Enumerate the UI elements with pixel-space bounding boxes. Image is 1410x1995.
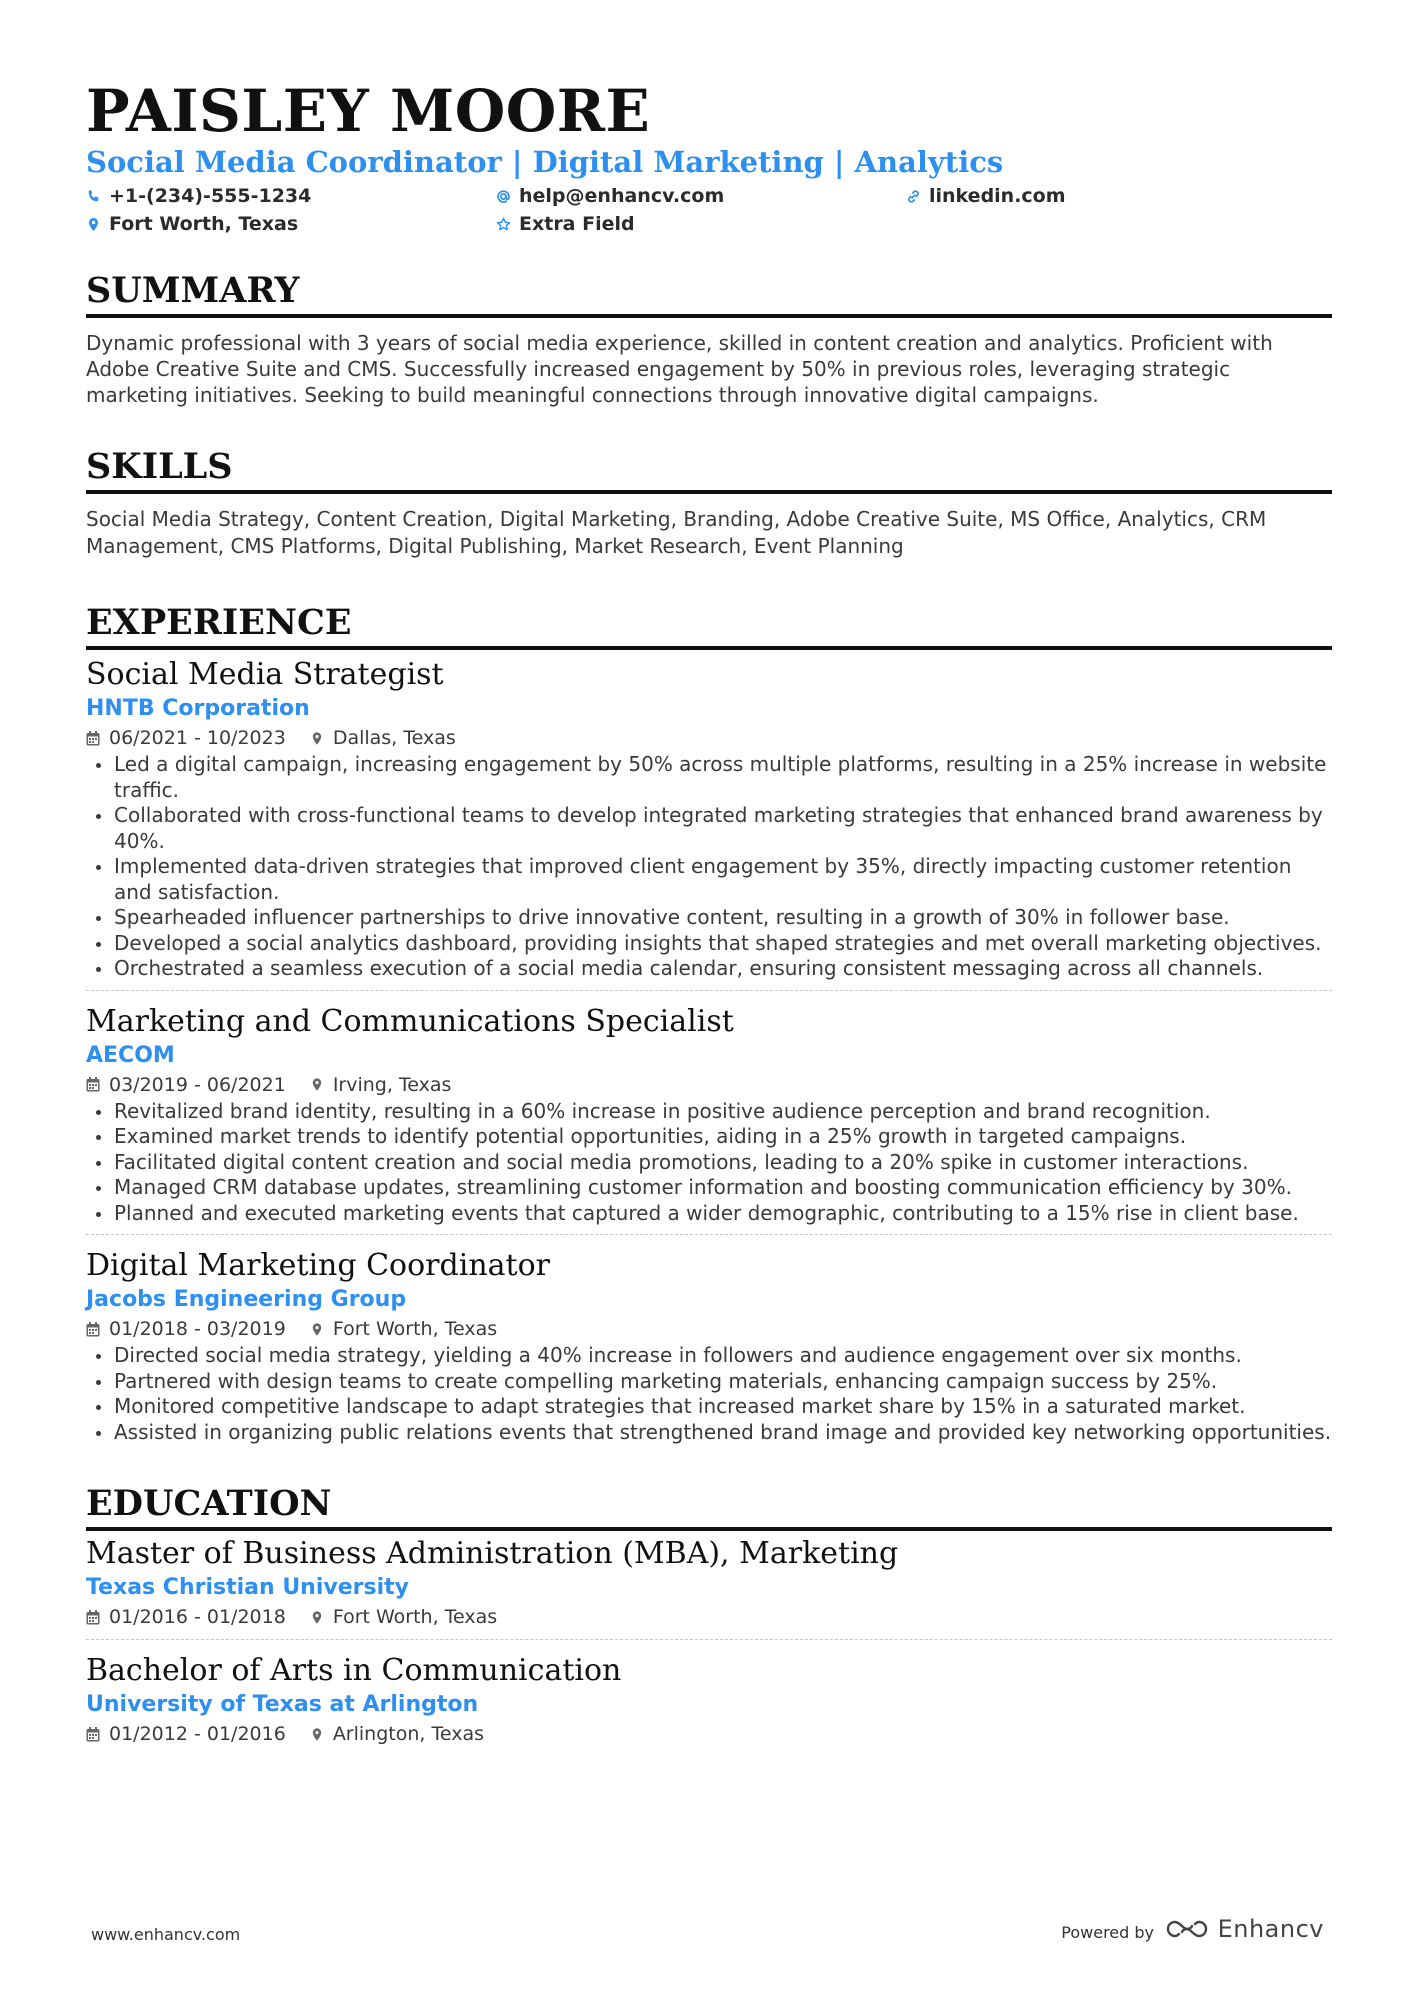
- calendar-icon: [86, 1077, 100, 1092]
- calendar-icon: [86, 731, 100, 746]
- calendar-icon: [86, 1322, 100, 1337]
- job-dates: 06/2021 - 10/2023: [109, 727, 286, 749]
- contact-info: [86, 184, 1332, 236]
- summary-section: [86, 270, 1332, 408]
- education-section: [86, 1483, 1332, 1756]
- education-entry: [86, 1639, 1332, 1756]
- education-location: [310, 1720, 484, 1748]
- contact-email[interactable]: [496, 184, 906, 208]
- map-pin-icon: [310, 1322, 324, 1337]
- map-pin-icon: [86, 217, 101, 232]
- page-footer: [91, 1915, 1324, 1955]
- footer-url[interactable]: www.enhancv.com: [91, 1925, 241, 1944]
- contact-linkedin[interactable]: [906, 184, 1316, 208]
- job-location: [310, 1071, 452, 1099]
- contact-extra: [496, 212, 906, 236]
- linkedin-text: linkedin.com: [929, 185, 1066, 207]
- job-dates: 01/2018 - 03/2019: [109, 1318, 286, 1340]
- list-item: Led a digital campaign, increasing engagement by 50% across multiple platforms, resulting in a 25% increase in website traffic.: [86, 752, 1332, 803]
- map-pin-icon: [310, 1727, 324, 1742]
- list-item: Monitored competitive landscape to adapt strategies that increased market share by 15% in a saturated market.: [86, 1394, 1332, 1420]
- list-item: Developed a social analytics dashboard, providing insights that shaped strategies and met overall marketing objectives.: [86, 931, 1332, 957]
- school-name[interactable]: Texas Christian University: [86, 1575, 409, 1600]
- list-item: Revitalized brand identity, resulting in a 60% increase in positive audience perception and brand recognition.: [86, 1099, 1332, 1125]
- powered-by-label: Powered by: [1061, 1923, 1154, 1942]
- skills-text: Social Media Strategy, Content Creation, Digital Marketing, Branding, Adobe Creative Suite, MS Office, Analytics, CRM Management, CMS Platforms, Digital Publishing, Market Research, Event Planning: [86, 507, 1267, 558]
- degree-title: Master of Business Administration (MBA), Marketing: [86, 1536, 899, 1571]
- job-location-text: Dallas, Texas: [332, 727, 456, 749]
- experience-section: [86, 602, 1332, 1453]
- list-item: Examined market trends to identify potential opportunities, aiding in a 25% growth in targeted campaigns.: [86, 1124, 1332, 1150]
- job-meta: [86, 724, 1332, 752]
- brand-logo[interactable]: [1164, 1915, 1324, 1943]
- summary-text: Dynamic professional with 3 years of social media experience, skilled in content creation and analytics. Proficient with Adobe Creative Suite and CMS. Successfully increased engagement by 50% in previous roles, leveraging strategic marketing initiatives. Seeking to build meaningful connections through innovative digital campaigns.: [86, 331, 1273, 407]
- job-title: Digital Marketing Coordinator: [86, 1248, 550, 1283]
- education-dates: 01/2016 - 01/2018: [109, 1606, 286, 1628]
- education-location-text: Fort Worth, Texas: [332, 1606, 498, 1628]
- school-name[interactable]: University of Texas at Arlington: [86, 1692, 479, 1717]
- summary-title: SUMMARY: [86, 270, 300, 311]
- education-meta: [86, 1720, 1332, 1748]
- map-pin-icon: [310, 1610, 324, 1625]
- location-text: Fort Worth, Texas: [109, 213, 299, 235]
- brand-name: Enhancv: [1217, 1915, 1324, 1943]
- job-location-text: Irving, Texas: [332, 1073, 452, 1096]
- skills-title: SKILLS: [86, 446, 233, 487]
- section-divider: [86, 314, 1332, 318]
- list-item: Facilitated digital content creation and social media promotions, leading to a 20% spike in customer interactions.: [86, 1150, 1332, 1176]
- job-title: Marketing and Communications Specialist: [86, 1003, 734, 1039]
- experience-title: EXPERIENCE: [86, 602, 352, 643]
- map-pin-icon: [310, 1077, 324, 1092]
- candidate-name: PAISLEY MOORE: [86, 77, 651, 145]
- list-item: Collaborated with cross-functional teams to develop integrated marketing strategies that enhanced brand awareness by 40%.: [86, 803, 1332, 854]
- resume-content: [86, 78, 1332, 1756]
- experience-entry: [86, 990, 1332, 1235]
- degree-title: Bachelor of Arts in Communication: [86, 1653, 622, 1688]
- list-item: Partnered with design teams to create compelling marketing materials, enhancing campaign success by 25%.: [86, 1369, 1332, 1395]
- section-divider: [86, 1527, 1332, 1531]
- section-divider: [86, 646, 1332, 650]
- job-bullets: [86, 1343, 1332, 1445]
- list-item: Spearheaded influencer partnerships to drive innovative content, resulting in a growth of 30% in follower base.: [86, 905, 1332, 931]
- list-item: Managed CRM database updates, streamlining customer information and boosting communication efficiency by 30%.: [86, 1175, 1332, 1201]
- phone-text: +1-(234)-555-1234: [109, 185, 312, 207]
- education-meta: [86, 1603, 1332, 1631]
- calendar-icon: [86, 1610, 100, 1625]
- calendar-icon: [86, 1727, 100, 1742]
- at-icon: [496, 189, 511, 204]
- list-item: Assisted in organizing public relations events that strengthened brand image and provided key networking opportunities.: [86, 1420, 1332, 1446]
- list-item: Implemented data-driven strategies that improved client engagement by 35%, directly impacting customer retention and satisfaction.: [86, 854, 1332, 905]
- education-location-text: Arlington, Texas: [332, 1723, 484, 1745]
- candidate-headline: Social Media Coordinator | Digital Marketing | Analytics: [86, 145, 1004, 179]
- skills-section: [86, 446, 1332, 560]
- company-name[interactable]: AECOM: [86, 1042, 175, 1068]
- phone-icon: [86, 189, 101, 204]
- job-location: [310, 1315, 497, 1343]
- list-item: Planned and executed marketing events that captured a wider demographic, contributing to a 15% rise in client base.: [86, 1201, 1332, 1227]
- section-divider: [86, 490, 1332, 494]
- job-title: Social Media Strategist: [86, 657, 444, 692]
- email-text: help@enhancv.com: [519, 185, 725, 207]
- contact-location: [86, 212, 496, 236]
- education-location: [310, 1603, 497, 1631]
- map-pin-icon: [310, 731, 324, 746]
- job-location-text: Fort Worth, Texas: [332, 1318, 498, 1340]
- job-dates: 03/2019 - 06/2021: [109, 1073, 286, 1096]
- experience-entry: [86, 656, 1332, 990]
- education-title: EDUCATION: [86, 1483, 332, 1524]
- list-item: Orchestrated a seamless execution of a social media calendar, ensuring consistent messaging across all channels.: [86, 956, 1332, 982]
- education-entry: [86, 1535, 1332, 1639]
- education-dates: 01/2012 - 01/2016: [109, 1723, 286, 1745]
- job-location: [310, 724, 456, 752]
- job-bullets: [86, 1099, 1332, 1227]
- job-meta: [86, 1071, 1332, 1099]
- enhancv-logo-icon: [1164, 1916, 1210, 1942]
- company-name[interactable]: Jacobs Engineering Group: [86, 1287, 407, 1312]
- company-name[interactable]: HNTB Corporation: [86, 696, 310, 721]
- star-icon: [496, 217, 511, 232]
- extra-field-text: Extra Field: [519, 213, 635, 235]
- link-icon: [906, 189, 921, 204]
- contact-phone[interactable]: [86, 184, 496, 208]
- experience-entry: [86, 1234, 1332, 1453]
- list-item: Directed social media strategy, yielding a 40% increase in followers and audience engagement over six months.: [86, 1343, 1332, 1369]
- job-bullets: [86, 752, 1332, 982]
- job-meta: [86, 1315, 1332, 1343]
